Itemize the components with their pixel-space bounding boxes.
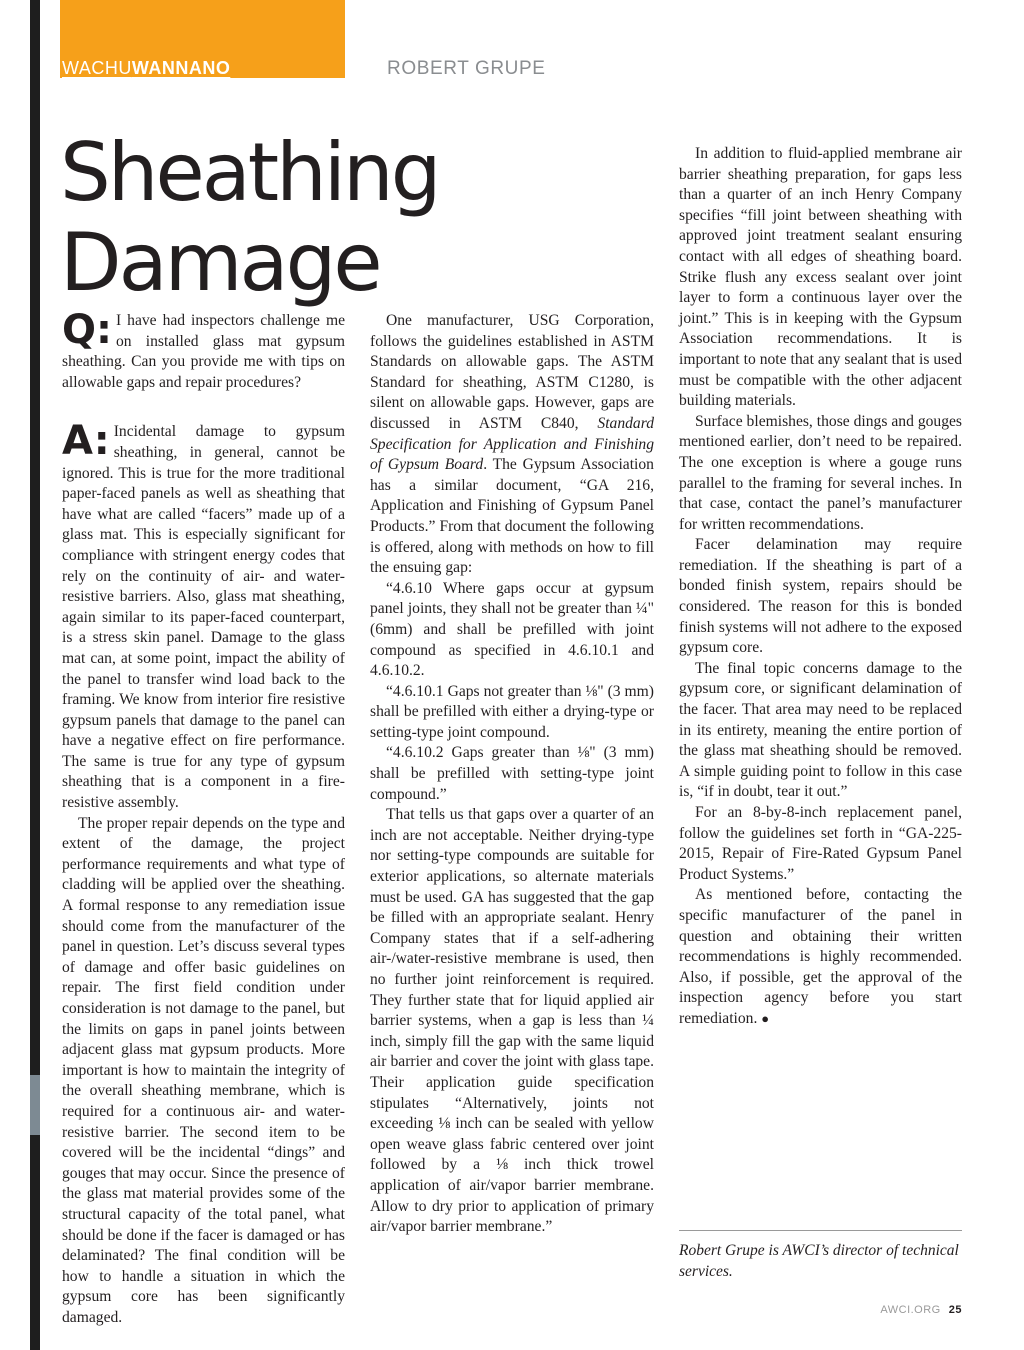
answer-paragraph-10: Facer delamination may require remediation. If the sheathing is part of a bonded finish system, repairs should be considered. The reason for this is bonded finish systems will not adhere to the exposed gypsum core. bbox=[679, 536, 962, 657]
department-label bbox=[62, 58, 230, 79]
end-mark-icon: ● bbox=[761, 1010, 770, 1026]
quote-4-6-10-2: “4.6.10.2 Gaps greater than ⅛" (3 mm) shall be prefilled with setting-type joint compound.” bbox=[370, 744, 654, 803]
answer-paragraph-12: For an 8-by-8-inch replacement panel, follow the guidelines set forth in “GA-225-2015, Repair of Fire-Rated Gypsum Panel Product Systems.” bbox=[679, 804, 962, 883]
department-label-bold: WANNANO bbox=[131, 58, 231, 78]
answer-paragraph-3-text: One manufacturer, USG Corporation, follows the guidelines established in ASTM Standards on allowable gaps. The ASTM Standard for sheathing, ASTM C1280, is silent on allowable gaps. However, gaps are discussed in ASTM C840, bbox=[370, 312, 654, 432]
answer-paragraph-13-text: As mentioned before, contacting the specific manufacturer of the panel in question and obtaining their written recommendations is highly recommended. Also, if possible, get the approval of the inspection agency before you start remediation. bbox=[679, 886, 962, 1027]
answer-paragraph-1: Incidental damage to gypsum sheathing, in general, cannot be ignored. This is true for the more traditional paper-faced panels as well as sheathing that have what are called “facers” made up of a glass mat. This is especially significant for compliance with stringent energy codes that rely on the continuity of air- and water-resistive barriers. Also, glass mat sheathing, again similar to its paper-faced counterpart, is a stress skin panel. Damage to the glass mat can, at some point, impact the ability of the panel to transfer wind load back to the framing. We know from interior fire resistive gypsum panels that damage to the panel can have a negative effect on fire performance. The same is true for any type of gypsum sheathing that is a component in a fire-resistive assembly. bbox=[62, 423, 345, 812]
answer-block bbox=[62, 418, 345, 813]
page-footer bbox=[880, 1304, 962, 1316]
page-spine-bar bbox=[30, 0, 40, 1350]
question-text: I have had inspectors challenge me on installed glass mat gypsum sheathing. Can you provide me with tips on allowable gaps and repair procedures? bbox=[62, 312, 345, 391]
department-label-light: WACHU bbox=[62, 58, 132, 78]
article-title-line1: Sheathing bbox=[60, 126, 439, 219]
author-name: ROBERT GRUPE bbox=[387, 58, 546, 79]
answer-paragraph-9: Surface blemishes, those dings and gouges mentioned earlier, don’t need to be repaired. The one exception is where a gouge runs parallel to the framing for several inches. In that case, contact the panel’s manufacturer for written recommendations. bbox=[679, 412, 962, 533]
quote-4-6-10: “4.6.10 Where gaps occur at gypsum panel joints, they shall not be greater than ¼" (6mm) and shall be prefilled with joint compound as specified in 4.6.10.1 and 4.6.10.2. bbox=[370, 579, 654, 680]
bio-divider bbox=[679, 1230, 962, 1231]
question-block bbox=[62, 307, 345, 393]
article-title bbox=[60, 128, 460, 308]
page-spine-accent bbox=[30, 1075, 40, 1135]
page-number: 25 bbox=[948, 1304, 962, 1316]
answer-letter: A: bbox=[62, 418, 110, 465]
article-column-2-content bbox=[370, 311, 654, 1238]
quote-4-6-10-1: “4.6.10.1 Gaps not greater than ⅛" (3 mm) shall be prefilled with either a drying-type or setting-type joint compound. bbox=[370, 682, 654, 741]
author-bio: Robert Grupe is AWCI’s director of technical services. bbox=[679, 1242, 959, 1280]
answer-paragraph-11: The final topic concerns damage to the gypsum core, or significant delamination of the facer. That area may need to be replaced in its entirety, meaning the entire portion of the glass mat sheathing should be removed. A simple guiding point to follow in this case is, “if in doubt, tear it out.” bbox=[679, 659, 962, 801]
answer-paragraph-2: The proper repair depends on the type and extent of the damage, the project performance requirements and what type of cladding will be applied over the sheathing. A formal response to any remediation issue should come from the manufacturer of the panel in question. Let’s discuss several types of damage and offer basic guidelines on repair. The first field condition under consideration is not damage to the panel, but the limits on gaps in panel joints between adjacent glass mat gypsum products. More important is how to maintain the integrity of the overall sheathing membrane, which is required for a continuous air- and water-resistive barrier. The second item to be covered will be the incidental “dings” and gouges that may occur. Since the presence of the glass mat material provides some of the structural capacity of the total panel, what should be done if the facer is damaged or has delaminated? The final condition will be how to handle a situation in which the gypsum core has been significantly damaged. bbox=[62, 814, 345, 1326]
article-column-3 bbox=[679, 144, 962, 1030]
question-letter: Q: bbox=[62, 307, 112, 353]
footer-site: AWCI.ORG bbox=[880, 1304, 941, 1316]
answer-paragraph-13 bbox=[679, 885, 962, 1029]
answer-paragraph-3 bbox=[370, 311, 654, 579]
answer-paragraph-8: In addition to fluid-applied membrane air barrier sheathing preparation, for gaps less than a quarter of an inch Henry Company specifies “fill joint between sheathing with approved joint treatment sealant ensuring contact with all edges of sheathing board. Strike flush any excess sealant over joint layer to form a continuous layer over the joint.” This is in keeping with the Gypsum Association recommendations. It is important to note that any sealant that is used must be compatible with the other adjacent building materials. bbox=[679, 145, 962, 410]
astm-c840-title: Standard Specification for Application and Finishing of Gypsum Board bbox=[370, 414, 654, 474]
article-column-1 bbox=[62, 307, 345, 1329]
answer-paragraph-7: That tells us that gaps over a quarter of an inch are not acceptable. Neither drying-type nor setting-type compounds are suitable for exterior applications, so alternate materials must be used. GA has suggested that the gap be filled with an appropriate sealant. Henry Company states that if a self-adhering air-/water-resistive membrane is used, then no further joint reinforcement is required. They further state that for liquid applied air barrier systems, when a gap is less than ¼ inch, simply fill the gap with the same liquid air barrier and cover the joint with glass tape. Their application guide specification stipulates “Alternatively, joints not exceeding ⅛ inch can be sealed with yellow open weave glass fabric centered over joint followed by a ⅛ inch thick trowel application of air/vapor barrier membrane. Allow to dry prior to application of primary air/vapor barrier membrane.” bbox=[370, 806, 654, 1236]
article-title-line2: Damage bbox=[60, 216, 380, 309]
answer-paragraph-3-end: . The Gypsum Association has a similar document, “GA 216, Application and Finishing of Gypsum Panel Products.” From that document the following is offered, along with methods on how to fill the ensuing gap: bbox=[370, 456, 654, 577]
